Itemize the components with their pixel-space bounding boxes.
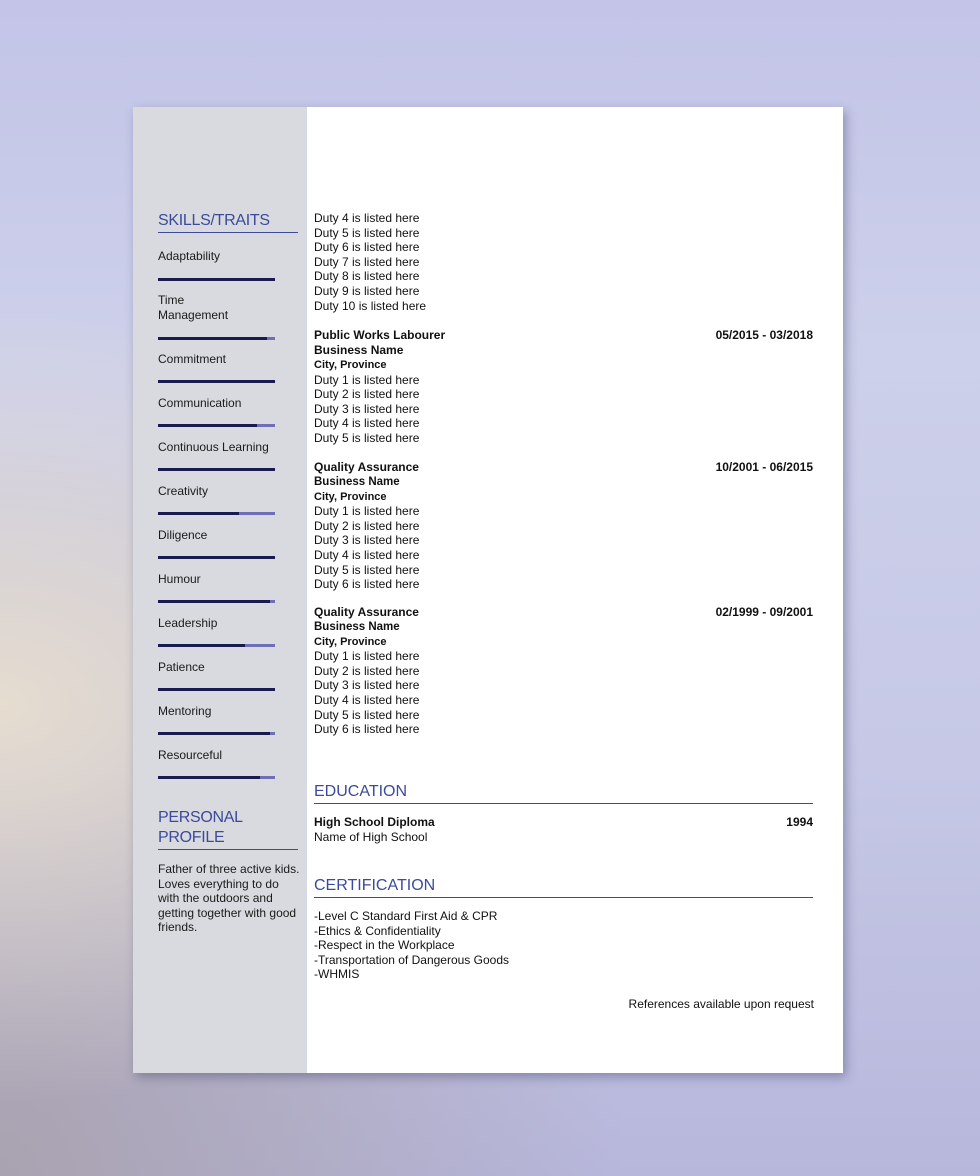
duty-item: Duty 5 is listed here (314, 430, 420, 445)
duty-item: Duty 2 is listed here (314, 387, 420, 402)
skill-level-fill (158, 556, 275, 559)
skill-level-bar (158, 278, 275, 281)
resume-page (133, 107, 843, 1073)
duty-item: Duty 8 is listed here (314, 269, 420, 284)
duty-item: Duty 5 is listed here (314, 707, 420, 722)
skills-heading-rule (158, 232, 298, 233)
certification-rule (314, 897, 813, 898)
skill-label: Creativity (158, 484, 209, 498)
education-year: 1994 (786, 815, 813, 829)
education-credential: High School Diploma (314, 815, 435, 829)
skill-level-fill (158, 424, 257, 427)
profile-heading-rule (158, 849, 298, 850)
certification-list (314, 909, 509, 982)
certification-item: -WHMIS (314, 967, 360, 982)
business-name: Business Name (314, 621, 400, 633)
skill-level-fill (158, 278, 275, 281)
skill-level-fill (158, 512, 239, 515)
skill-level-bar (158, 512, 275, 515)
duty-item: Duty 3 is listed here (314, 533, 420, 548)
job-dates: 05/2015 - 03/2018 (715, 328, 813, 342)
job-location: City, Province (314, 635, 387, 648)
certification-item: -Respect in the Workplace (314, 938, 455, 953)
education-entry (314, 815, 813, 845)
job-entry (314, 328, 813, 446)
skill-level-bar (158, 337, 275, 340)
skill-label: Continuous Learning (158, 440, 269, 454)
education-school: Name of High School (314, 830, 428, 844)
skill-label: Communication (158, 396, 242, 410)
skill-label: Commitment (158, 352, 227, 366)
duty-item: Duty 4 is listed here (314, 416, 420, 431)
skill-level-fill (158, 468, 275, 471)
skill-level-fill (158, 776, 260, 779)
skill-level-bar (158, 556, 275, 559)
duty-item: Duty 3 is listed here (314, 401, 420, 416)
business-name: Business Name (314, 476, 400, 488)
references-note: References available upon request (628, 997, 814, 1011)
duty-item: Duty 5 is listed here (314, 562, 420, 577)
certification-item: -Ethics & Confidentiality (314, 923, 441, 938)
duty-item: Duty 4 is listed here (314, 692, 420, 707)
job-location: City, Province (314, 490, 387, 503)
education-heading: EDUCATION (314, 783, 408, 800)
skill-label: Humour (158, 572, 201, 586)
duty-item: Duty 6 is listed here (314, 722, 420, 737)
duty-item: Duty 7 is listed here (314, 254, 420, 269)
profile-heading-line2: PROFILE (158, 829, 225, 846)
duty-item: Duty 4 is listed here (314, 211, 420, 225)
skill-level-bar (158, 468, 275, 471)
duty-item: Duty 1 is listed here (314, 504, 420, 519)
skill-label: Leadership (158, 616, 218, 630)
duty-item: Duty 3 is listed here (314, 678, 420, 693)
job-dates: 02/1999 - 09/2001 (715, 605, 813, 619)
skill-level-bar (158, 424, 275, 427)
job-entry (314, 460, 813, 592)
duty-item: Duty 6 is listed here (314, 240, 420, 255)
duty-item: Duty 10 is listed here (314, 298, 427, 313)
skill-level-fill (158, 600, 270, 603)
skill-label: Diligence (158, 528, 208, 542)
skill-label: Resourceful (158, 748, 223, 762)
skill-level-bar (158, 732, 275, 735)
duty-item: Duty 6 is listed here (314, 577, 420, 592)
certification-item: -Level C Standard First Aid & CPR (314, 909, 498, 923)
duty-item: Duty 5 is listed here (314, 225, 420, 240)
skill-level-bar (158, 776, 275, 779)
skill-level-fill (158, 732, 270, 735)
education-rule (314, 803, 813, 804)
skill-level-bar (158, 688, 275, 691)
duty-item: Duty 2 is listed here (314, 663, 420, 678)
job-entry (314, 605, 813, 737)
certification-item: -Transportation of Dangerous Goods (314, 952, 509, 967)
skill-label: Mentoring (158, 704, 212, 718)
skill-label: Time Management (158, 293, 229, 322)
certification-heading: CERTIFICATION (314, 877, 436, 894)
job-location: City, Province (314, 359, 387, 371)
skill-level-bar (158, 380, 275, 383)
sidebar (133, 107, 307, 1073)
profile-heading-line1: PERSONAL (158, 809, 243, 826)
skill-level-fill (158, 688, 275, 691)
skill-level-bar (158, 644, 275, 647)
skill-level-bar (158, 600, 275, 603)
skill-label: Patience (158, 660, 205, 674)
skill-label: Adaptability (158, 249, 221, 263)
duty-item: Duty 1 is listed here (314, 649, 420, 664)
skill-level-fill (158, 380, 275, 383)
duty-item: Duty 4 is listed here (314, 547, 420, 562)
job-title: Quality Assurance (314, 460, 419, 474)
profile-text: Father of three active kids. Loves everything to do with the outdoors and getting together with good friends. (158, 862, 300, 935)
skill-level-fill (158, 644, 245, 647)
profile-heading (158, 808, 298, 848)
skills-heading: SKILLS/TRAITS (158, 212, 270, 229)
job-title: Public Works Labourer (314, 328, 446, 342)
duty-item: Duty 1 is listed here (314, 372, 420, 387)
continued-duties (314, 211, 426, 313)
duty-item: Duty 2 is listed here (314, 518, 420, 533)
job-title: Quality Assurance (314, 605, 419, 619)
business-name: Business Name (314, 343, 404, 357)
job-dates: 10/2001 - 06/2015 (715, 460, 813, 474)
duty-item: Duty 9 is listed here (314, 283, 420, 298)
main-content (314, 107, 814, 1073)
skill-level-fill (158, 337, 267, 340)
